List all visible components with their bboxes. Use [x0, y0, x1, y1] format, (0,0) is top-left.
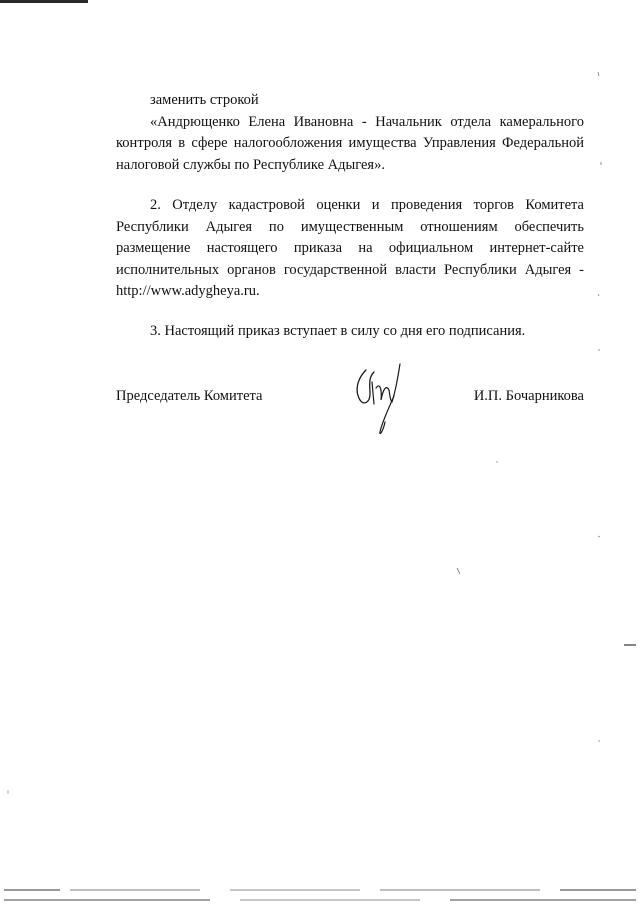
publication-paragraph: 2. Отделу кадастровой оценки и проведения торгов Комитета Республики Адыгея по имущественным отношениям обеспечить размещение настоящего приказа на официальном интернет-сайте исполнительных органов государственной власти Республики Адыгея - http://www.adygheya.ru.	[116, 197, 584, 299]
handwritten-signature	[352, 360, 410, 436]
scan-edge-mark	[0, 0, 88, 3]
scan-bottom-edge	[0, 884, 640, 905]
paragraph-gap	[116, 303, 584, 321]
effective-date-paragraph: 3. Настоящий приказ вступает в силу со дня его подписания.	[150, 322, 526, 339]
paragraph-gap	[116, 176, 584, 195]
signatory-position: Председатель Комитета	[116, 388, 263, 404]
signature-block	[116, 384, 584, 444]
replace-with-line-paragraph: заменить строкой	[150, 92, 259, 108]
employee-quote-paragraph: «Андрющенко Елена Ивановна - Начальник отдела камерального контроля в сфере налогообложения имущества Управления Федеральной налоговой службы по Республике Адыгея».	[116, 113, 584, 173]
document-body	[116, 90, 584, 342]
signatory-name: И.П. Бочарникова	[473, 388, 584, 404]
